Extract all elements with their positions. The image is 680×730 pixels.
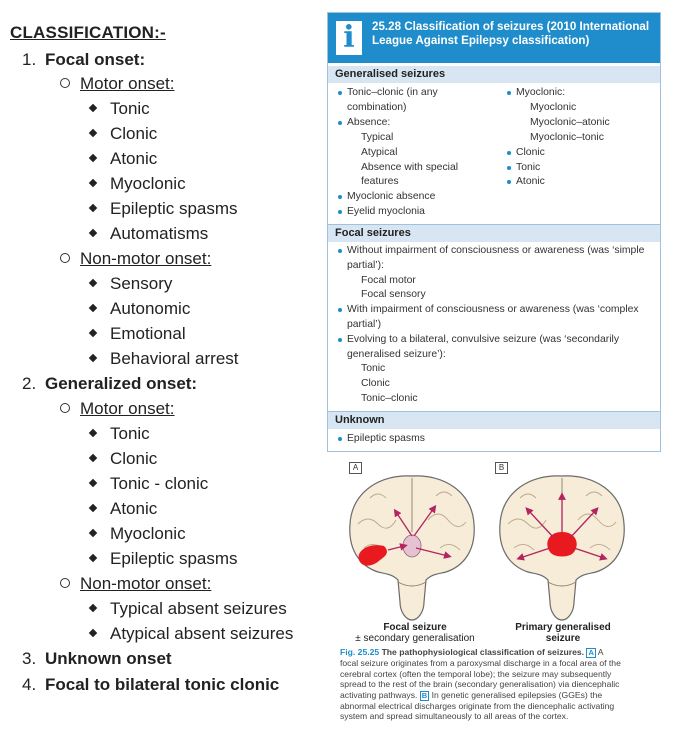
continuation-line: Absence with special bbox=[361, 161, 459, 173]
table-title: 25.28 Classification of seizures (2010 International League Against Epilepsy classification) bbox=[372, 20, 650, 47]
hollow-bullet-icon bbox=[60, 578, 70, 588]
diamond-bullet-icon bbox=[89, 104, 97, 112]
continuation-line: Myoclonic–atonic bbox=[530, 116, 610, 128]
focal-motor-onset: Motor onset: bbox=[60, 74, 175, 94]
subtype-item: Clonic bbox=[88, 449, 157, 469]
seizure-classification-table bbox=[327, 12, 661, 452]
ref-box-a: A bbox=[588, 648, 594, 657]
subtype-item: Myoclonic bbox=[88, 524, 186, 544]
bulleted-line: Tonic bbox=[516, 161, 541, 173]
continuation-line: Tonic bbox=[361, 363, 386, 375]
subtype-item: Typical absent seizures bbox=[88, 599, 287, 619]
hollow-bullet-icon bbox=[60, 403, 70, 413]
subtype-item: Emotional bbox=[88, 324, 186, 344]
diamond-bullet-icon bbox=[89, 479, 97, 487]
continuation-line: generalised seizure’): bbox=[347, 348, 446, 360]
brain-b-illustration bbox=[500, 476, 624, 620]
subtype-item: Tonic bbox=[88, 99, 150, 119]
diamond-bullet-icon bbox=[89, 529, 97, 537]
diamond-bullet-icon bbox=[89, 354, 97, 362]
bulleted-line: Epileptic spasms bbox=[347, 433, 425, 444]
diamond-bullet-icon bbox=[89, 179, 97, 187]
subtype-item: Epileptic spasms bbox=[88, 199, 238, 219]
caption-focal-seizure: Focal seizure ± secondary generalisation bbox=[355, 622, 475, 644]
subtype-item: Sensory bbox=[88, 274, 172, 294]
panel-label-b: B bbox=[495, 462, 508, 474]
subtype-item: Myoclonic bbox=[88, 174, 186, 194]
unknown-onset-item: 3. Unknown onset bbox=[22, 649, 172, 668]
diamond-bullet-icon bbox=[89, 629, 97, 637]
subtype-item: Tonic bbox=[88, 424, 150, 444]
subtype-item: Clonic bbox=[88, 124, 157, 144]
caption-primary-generalised: Primary generalised seizure bbox=[515, 622, 611, 644]
bulleted-line: With impairment of consciousness or awareness (was ‘complex bbox=[347, 304, 639, 316]
generalized-onset-item: 2. Generalized onset: bbox=[22, 374, 198, 393]
bulleted-line: Myoclonic absence bbox=[347, 191, 436, 203]
diamond-bullet-icon bbox=[89, 304, 97, 312]
continuation-line: Focal motor bbox=[361, 274, 416, 286]
continuation-line: Myoclonic–tonic bbox=[530, 131, 604, 143]
brain-figure bbox=[340, 462, 670, 642]
focal-to-bilateral-item: 4. Focal to bilateral tonic clonic bbox=[22, 675, 280, 694]
continuation-line: Atypical bbox=[361, 146, 398, 158]
bulleted-line: Tonic–clonic (in any bbox=[347, 87, 438, 98]
generalized-motor-onset: Motor onset: bbox=[60, 399, 175, 419]
continuation-line: Tonic–clonic bbox=[361, 393, 418, 404]
diamond-bullet-icon bbox=[89, 604, 97, 612]
section-focal: Focal seizures bbox=[328, 224, 661, 242]
diamond-bullet-icon bbox=[89, 554, 97, 562]
continuation-line: Typical bbox=[361, 131, 394, 143]
diamond-bullet-icon bbox=[89, 154, 97, 162]
bulleted-line: Eyelid myoclonia bbox=[347, 206, 425, 218]
figure-caption: Fig. 25.25 The pathophysiological classification of seizures. A A focal seizure originates from a paroxysmal discharge in a focal area of the cerebral cortex (often the temporal lobe); the seizure may subsequently spread to the rest of the brain (secondary generalisation) via diencephalic activating pathways. B In genetic generalised epilepsies (GGEs) the abnormal electrical discharges originate from the diencephalic activating system and spread simultaneously to all areas of the cortex. bbox=[340, 647, 621, 722]
section-unknown: Unknown bbox=[328, 411, 661, 429]
bulleted-line: Without impairment of consciousness or awareness (was ‘simple bbox=[347, 245, 645, 256]
hollow-bullet-icon bbox=[60, 78, 70, 88]
focal-nonmotor-onset: Non-motor onset: bbox=[60, 249, 211, 269]
bulleted-line: Myoclonic: bbox=[516, 87, 566, 98]
subtype-item: Atypical absent seizures bbox=[88, 624, 293, 644]
brain-diagrams bbox=[340, 462, 670, 642]
bulleted-line: Evolving to a bilateral, convulsive seizure (was ‘secondarily bbox=[347, 333, 620, 345]
outline-heading: CLASSIFICATION:- bbox=[10, 23, 166, 42]
diamond-bullet-icon bbox=[89, 454, 97, 462]
diamond-bullet-icon bbox=[89, 329, 97, 337]
diamond-bullet-icon bbox=[89, 229, 97, 237]
focal-onset-item: 1. Focal onset: bbox=[22, 50, 146, 69]
subtype-item: Autonomic bbox=[88, 299, 190, 319]
ref-box-b: B bbox=[421, 690, 428, 700]
hollow-bullet-icon bbox=[60, 253, 70, 263]
info-icon: i bbox=[336, 21, 362, 55]
continuation-line: Myoclonic bbox=[530, 101, 577, 113]
subtype-item: Atonic bbox=[88, 499, 157, 519]
diamond-bullet-icon bbox=[89, 204, 97, 212]
subtype-item: Atonic bbox=[88, 149, 157, 169]
continuation-line: combination) bbox=[347, 101, 407, 113]
subtype-item: Behavioral arrest bbox=[88, 349, 239, 369]
diamond-bullet-icon bbox=[89, 279, 97, 287]
subtype-item: Tonic - clonic bbox=[88, 474, 208, 494]
bulleted-line: Clonic bbox=[516, 146, 545, 158]
generalized-nonmotor-onset: Non-motor onset: bbox=[60, 574, 211, 594]
table-header bbox=[328, 13, 661, 63]
bulleted-line: Absence: bbox=[347, 116, 391, 128]
panel-label-a: A bbox=[349, 462, 362, 474]
diamond-bullet-icon bbox=[89, 129, 97, 137]
classification-outline bbox=[0, 0, 322, 730]
brain-a-illustration bbox=[350, 476, 474, 620]
section-generalised: Generalised seizures bbox=[328, 66, 661, 83]
subtype-item: Automatisms bbox=[88, 224, 208, 244]
subtype-item: Epileptic spasms bbox=[88, 549, 238, 569]
diamond-bullet-icon bbox=[89, 429, 97, 437]
continuation-line: Clonic bbox=[361, 378, 390, 390]
bulleted-line: Atonic bbox=[516, 176, 545, 188]
diamond-bullet-icon bbox=[89, 504, 97, 512]
continuation-line: features bbox=[361, 176, 399, 188]
continuation-line: Focal sensory bbox=[361, 289, 426, 301]
continuation-line: partial’) bbox=[347, 319, 382, 330]
continuation-line: partial’): bbox=[347, 259, 384, 271]
